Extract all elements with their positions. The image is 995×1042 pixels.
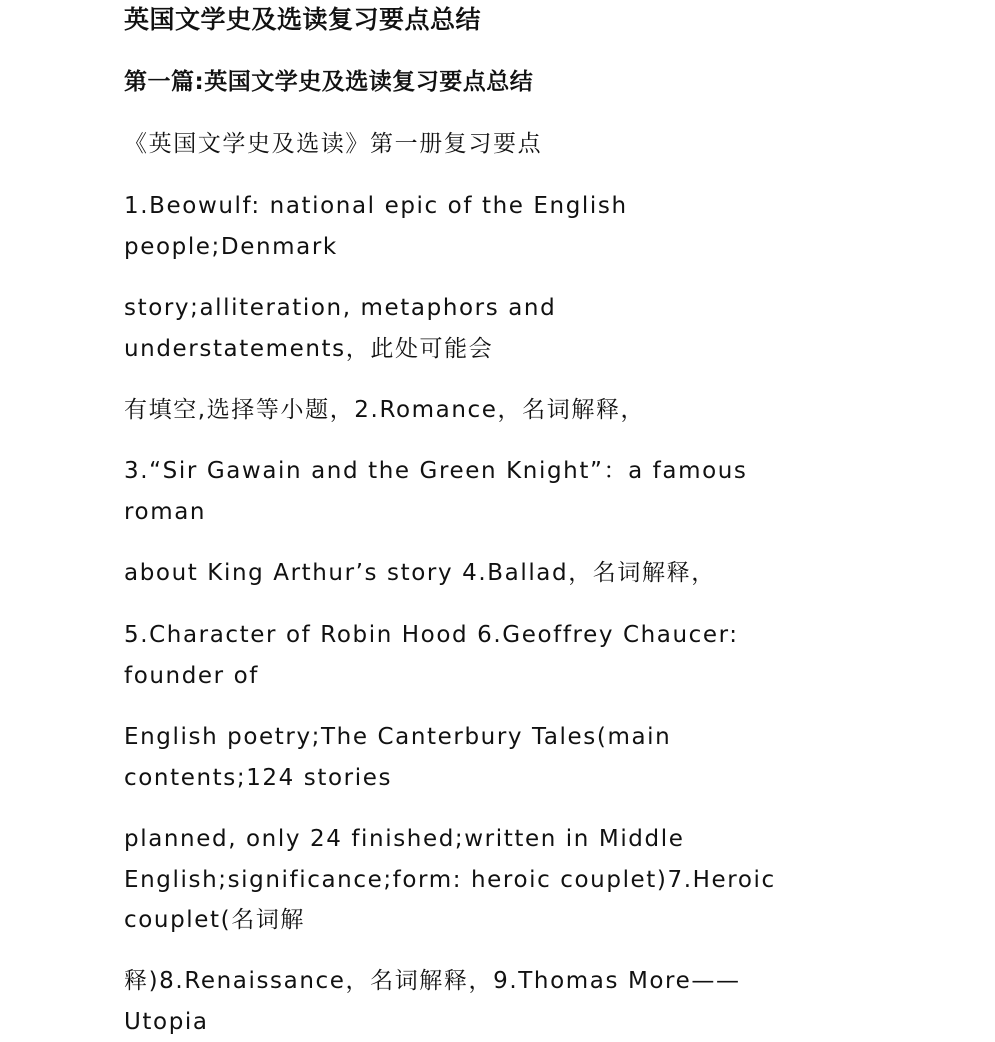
paragraph <box>124 288 844 369</box>
paragraph <box>124 390 844 431</box>
text-line: English;significance;form: heroic couplet)7.Heroic <box>124 860 844 901</box>
text-line: contents;124 stories <box>124 758 844 799</box>
paragraph <box>124 615 844 696</box>
text-line: roman <box>124 492 844 533</box>
paragraph <box>124 819 844 941</box>
text-line: 《英国文学史及选读》第一册复习要点 <box>124 124 844 165</box>
text-line: 有填空,选择等小题，2.Romance，名词解释， <box>124 390 844 431</box>
text-line: planned, only 24 finished;written in Middle <box>124 819 844 860</box>
paragraph <box>124 186 844 267</box>
text-line: founder of <box>124 656 844 697</box>
document-title: 英国文学史及选读复习要点总结 <box>124 4 481 36</box>
text-line: story;alliteration, metaphors and <box>124 288 844 329</box>
paragraph <box>124 961 844 1042</box>
text-line: 释)8.Renaissance，名词解释，9.Thomas More—— <box>124 961 844 1002</box>
text-line: couplet(名词解 <box>124 900 844 941</box>
text-line: 5.Character of Robin Hood 6.Geoffrey Chaucer: <box>124 615 844 656</box>
text-line: people;Denmark <box>124 227 844 268</box>
paragraph <box>124 553 844 594</box>
text-line: 1.Beowulf: national epic of the English <box>124 186 844 227</box>
section-heading: 第一篇:英国文学史及选读复习要点总结 <box>124 67 533 97</box>
text-line: Utopia <box>124 1002 844 1042</box>
paragraph <box>124 717 844 798</box>
text-line: about King Arthur’s story 4.Ballad，名词解释， <box>124 553 844 594</box>
paragraph <box>124 451 844 532</box>
text-line: English poetry;The Canterbury Tales(main <box>124 717 844 758</box>
paragraph <box>124 124 844 165</box>
text-line: understatements，此处可能会 <box>124 329 844 370</box>
text-line: 3.“Sir Gawain and the Green Knight”：a famous <box>124 451 844 492</box>
